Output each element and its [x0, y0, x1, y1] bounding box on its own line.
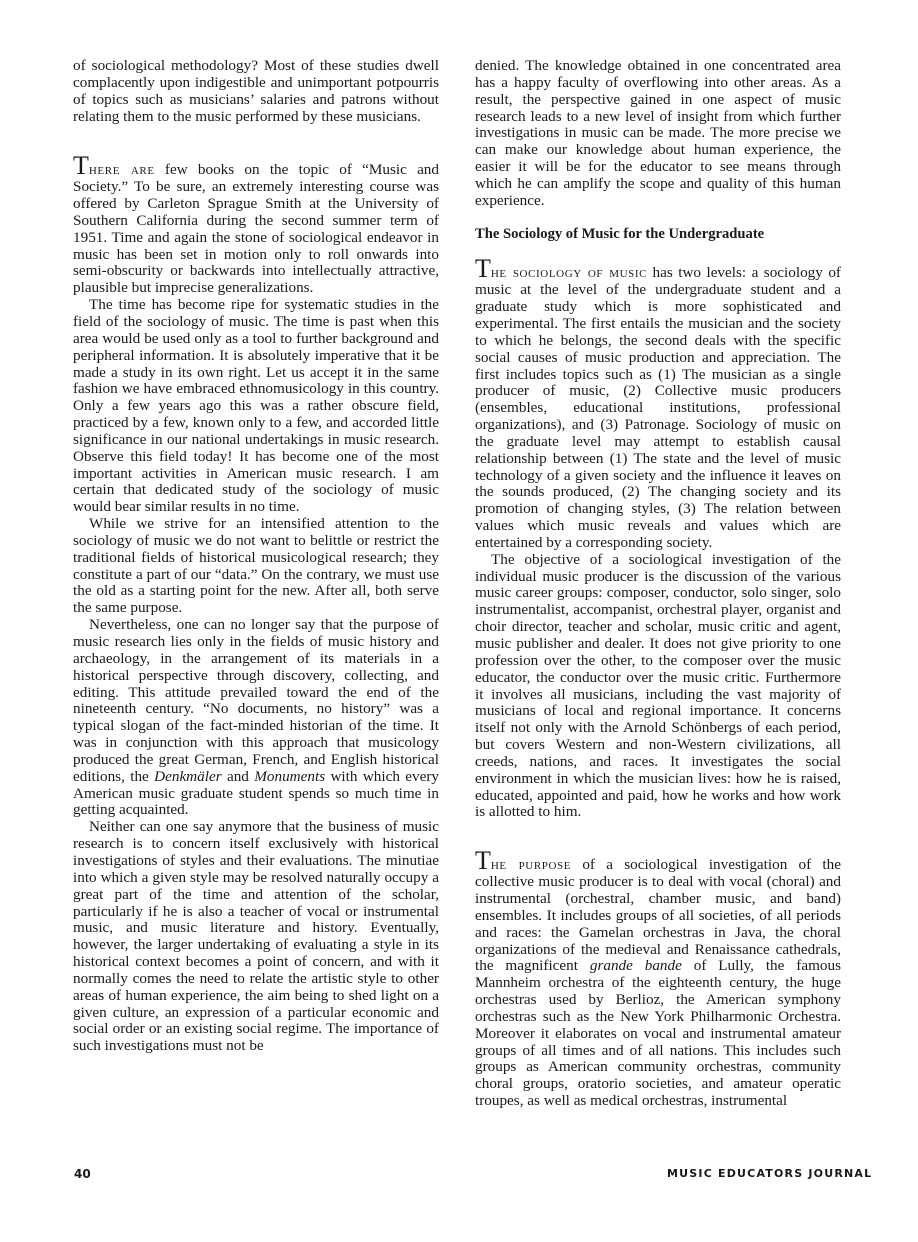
drop-cap: T	[475, 846, 491, 876]
drop-cap: T	[73, 151, 89, 181]
drop-cap: T	[475, 254, 491, 284]
paragraph-text: and	[221, 767, 255, 785]
right-column	[475, 58, 841, 1110]
paragraph: The time has become ripe for systematic studies in the field of the sociology of music. The time is past when this area would be used only as a tool to further background and peripheral information. It is absolutely imperative that it be made a study in its own right. Let us accept it in the same fashion we have embraced ethnomusicology in this country. Only a few years ago this was a rather obscure field, practiced by a few, known only to a few, and accorded little significance in our national undertakings in music research. Observe this field today! It has become one of the most important activities in American music research. I am certain that dedicated study of the sociology of music would bear similar results in no time.	[73, 296, 439, 516]
italic-title: Denkmäler	[154, 767, 222, 785]
paragraph	[475, 254, 841, 551]
paragraph-text: few books on the topic of “Music and Society.” To be sure, an extremely interesting course was offered by Carleton Sprague Smith at the University of Southern California during the second summer term of 1951. Time and again the stone of sociological endeavor in music has been set in motion only to roll onwards into semi-obscurity or backwards into intellectually attractive, plausible but imprecise generalizations.	[73, 161, 439, 297]
section-heading: The Sociology of Music for the Undergraduate	[475, 225, 765, 242]
paragraph-text: has two levels: a sociology of music at the level of the undergraduate student and a graduate study which is more sophisticated and experimental. The first entails the musician and the society to which he belongs, the second deals with the specific social causes of music production and appreciation. The first includes topics such as (1) The musician as a single producer of music, (2) Collective music producers (ensembles, educational institutions, professional organizations), and (3) Patronage. Sociology of music on the graduate level may attempt to establish causal relationship between (1) The state and the level of music technology of a given society and the influence it leaves on the sounds produced, (2) The changing society and its promotion of changing styles, (3) The relation between values which music reveals and values which are entertained by a corresponding society.	[475, 264, 841, 551]
left-column	[73, 58, 439, 1055]
italic-title: Monuments	[254, 767, 326, 785]
paragraph: The objective of a sociological investigation of the individual music producer is the discussion of the various music career groups: composer, conductor, solo singer, solo instrumentalist, accompanist, orchestral player, organist and choir director, teacher and scholar, music critic and agent, music publisher and dealer. It does not give priority to one profession over the other, to the composer over the music educator, the conductor over the music critic. Furthermore it involves all musicians, including the vast majority of musicians of local and regional importance. It concerns itself not only with the Arnold Schönbergs of each period, but covers Western and non-Western civilizations, all creeds, nations, and races. It investigates the social environment in which the musician lives: how he is raised, educated, appointed and paid, how he works and how work is allotted to him.	[475, 550, 841, 821]
paragraph: While we strive for an intensified attention to the sociology of music we do not want to belittle or restrict the traditional fields of historical musicological research; they constitute a part of our “data.” On the contrary, we must use the old as a starting point for the new. After all, both serve the same purpose.	[73, 515, 439, 617]
paragraph-text: Nevertheless, one can no longer say that the purpose of music research lies only in the fields of music history and archaeology, in the arrangement of its materials in a historical perspective through discovery, collecting, and editing. This attitude prevailed toward the end of the nineteenth century. “No documents, no history” was a typical slogan of the fact-minded historian of the time. It was in conjunction with this approach that musicology produced the great German, French, and English historical editions, the	[73, 616, 439, 785]
paragraph: of sociological methodology? Most of these studies dwell complacently upon indigestible and unimportant potpourris of topics such as musicians’ salaries and patrons without relating them to the music performed by these musicians.	[73, 57, 439, 125]
paragraph-text: of Lully, the famous Mannheim orchestra of the eighteenth century, the huge orchestras used by Berlioz, the American symphony orchestras such as the New York Philharmonic Orchestra. Moreover it elaborates on vocal and instrumental amateur groups of all times and of all nations. This includes such groups as American community orchestras, community choral groups, oratorio societies, and amateur operatic troupes, as well as medical orchestras, instrumental	[475, 957, 841, 1110]
paragraph-text: of a sociological investigation of the collective music producer is to deal with vocal (choral) and instrumental (orchestral, chamber music, and band) ensembles. It includes groups of all societies, of all periods and races: the Gamelan orchestras in Java, the choral organizations of the medieval and Renaissance cathedrals, the magnificent	[475, 856, 841, 975]
small-caps-lead: he purpose	[490, 856, 572, 874]
italic-title: grande bande	[589, 957, 682, 975]
paragraph: Neither can one say anymore that the business of music research is to concern itself exclusively with historical investigations of styles and their evaluations. The minutiae into which a given style may be resolved naturally occupy a great part of the time and attention of the scholar, particularly if he is also a teacher of vocal or instrumental music, and music literature and history. Eventually, however, the larger undertaking of evaluating a style in its historical context becomes a point of concern, and with it normally comes the need to relate the artistic style to other areas of human experience, the aim being to shed light on a given culture, an expression of a particular economic and social order or an existing social regime. The importance of such investigations must not be	[73, 818, 439, 1055]
small-caps-lead: here are	[88, 161, 155, 179]
journal-name: MUSIC EDUCATORS JOURNAL	[667, 1167, 873, 1180]
paragraph-text: with which every American music graduate student spends so much time in getting acquainted.	[73, 767, 439, 819]
page-number: 40	[74, 1167, 91, 1181]
paragraph	[475, 846, 841, 1110]
paragraph: denied. The knowledge obtained in one concentrated area has a happy faculty of overflowing into other areas. As a result, the perspective gained in one aspect of music research leads to a new level of insight from which further investigations in music can be made. The more precise we can make our knowledge about human experience, the easier it will be for the educator to see means through which he can amplify the scope and quality of this human experience.	[475, 57, 841, 209]
small-caps-lead: he sociology of music	[490, 264, 648, 282]
paragraph	[73, 617, 439, 819]
paragraph	[73, 151, 439, 297]
